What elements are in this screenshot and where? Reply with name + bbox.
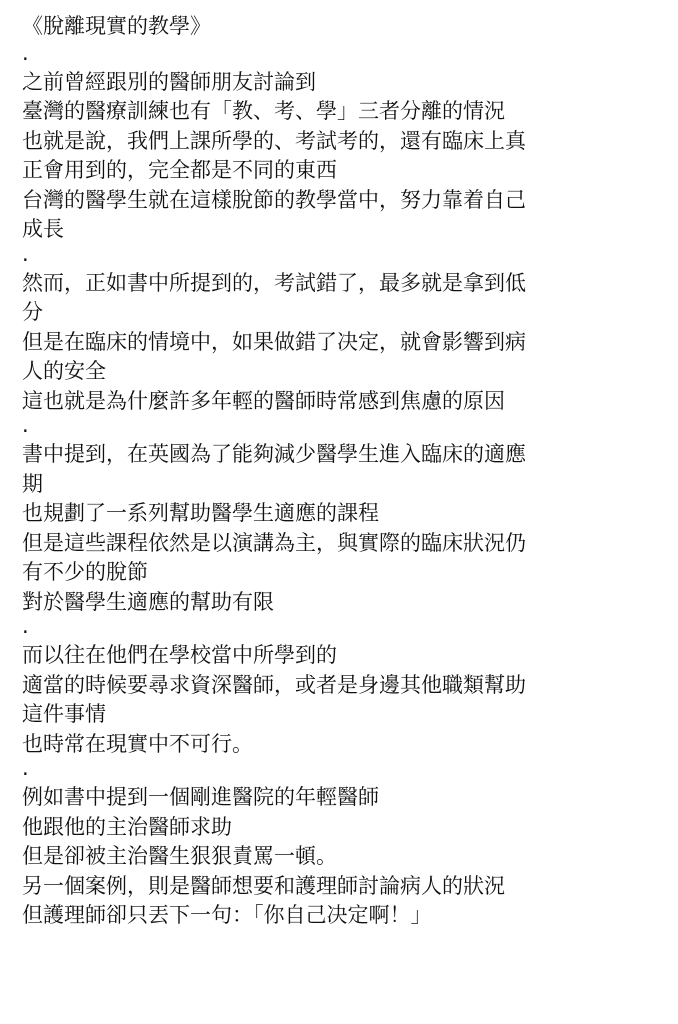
text-line: 臺灣的醫療訓練也有「教、考、學」三者分離的情況 (22, 99, 505, 123)
document-paragraphs (22, 40, 672, 931)
separator-dot: . (22, 756, 29, 780)
text-line: 適當的時候要尋求資深醫師，或者是身邊其他職類幫助 (22, 672, 526, 697)
text-line: 書中提到，在英國為了能夠減少醫學生進入臨床的適應 (22, 442, 526, 466)
text-line: 這也就是為什麼許多年輕的醫師時常感到焦慮的原因 (22, 388, 505, 413)
text-line: 也就是說，我們上課所學的、考試考的，還有臨床上真 (22, 128, 526, 153)
paragraph-separator (22, 756, 672, 783)
text-line: 人的安全 (22, 359, 106, 383)
text-line: 台灣的醫學生就在這樣脫節的教學當中，努力靠着自己 (22, 187, 526, 212)
text-line: 分 (22, 300, 43, 324)
text-line: 但是卻被主治醫生狠狠責罵一頓。 (22, 844, 337, 868)
text-line: 正會用到的，完全都是不同的東西 (22, 158, 337, 182)
document-title: 《脫離現實的教學》 (22, 14, 211, 38)
paragraph-separator (22, 40, 672, 68)
text-line: 例如書中提到一個剛進醫院的年輕醫師 (22, 785, 379, 809)
text-line: 有不少的脫節 (22, 560, 148, 584)
text-line: 他跟他的主治醫師求助 (22, 814, 232, 839)
document-body (22, 12, 672, 931)
text-line: 也時常在現實中不可行。 (22, 731, 253, 756)
separator-dot: . (22, 40, 29, 65)
text-line: 對於醫學生適應的幫助有限 (22, 589, 274, 614)
paragraph-separator (22, 413, 672, 440)
text-line: 但是在臨床的情境中，如果做錯了决定，就會影響到病 (22, 329, 526, 354)
paragraph-separator (22, 241, 672, 269)
paragraph-separator (22, 614, 672, 641)
text-line: 但是這些課程依然是以演講為主，與實際的臨床狀況仍 (22, 530, 526, 555)
separator-dot: . (22, 413, 29, 437)
text-line: 之前曾經跟別的醫師朋友討論到 (22, 69, 316, 94)
separator-dot: . (22, 614, 29, 638)
text-line: 成長 (22, 217, 64, 241)
text-line: 但護理師卻只丟下一句：「你自己决定啊！」 (22, 903, 432, 927)
text-line: 這件事情 (22, 702, 106, 726)
text-line: 而以往在他們在學校當中所學到的 (22, 643, 337, 667)
text-line: 也規劃了一系列幫助醫學生適應的課程 (22, 501, 379, 525)
text-line: 另一個案例，則是醫師想要和護理師討論病人的狀況 (22, 873, 505, 898)
separator-dot: . (22, 241, 29, 266)
text-line: 然而，正如書中所提到的，考試錯了，最多就是拿到低 (22, 270, 526, 295)
text-line: 期 (22, 471, 43, 496)
